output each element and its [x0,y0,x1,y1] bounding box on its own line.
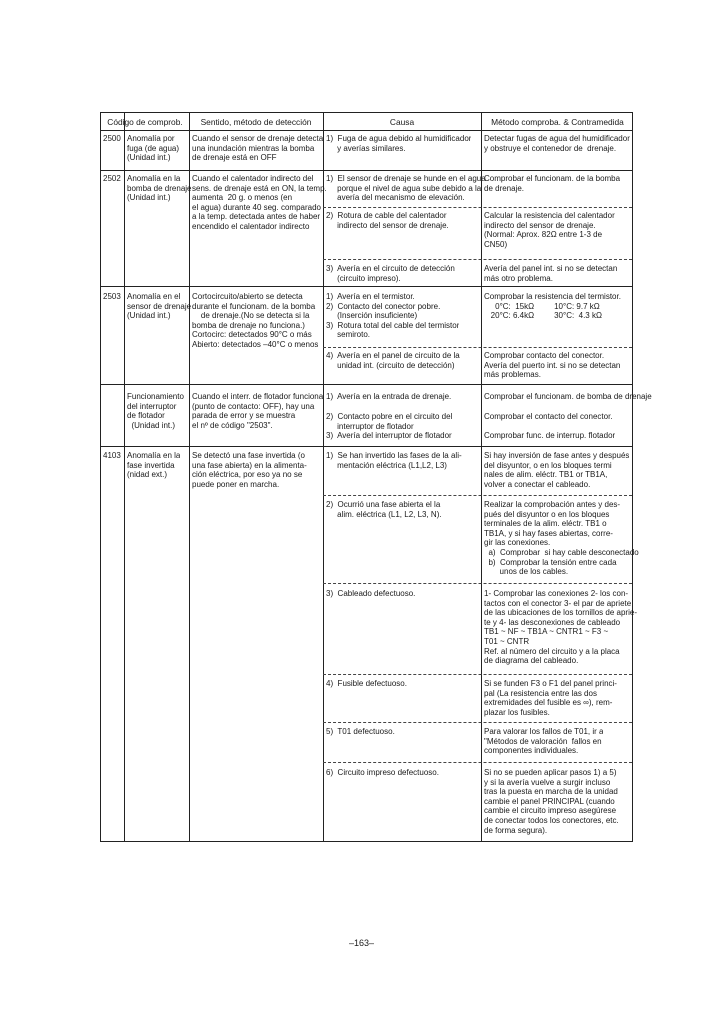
remedy-text: Si se funden F3 o F1 del panel princi- pal (La resistencia entre las dos extremidades del fusible es ∞), rem- plazar los fusibles. [484,679,617,717]
error-name: Anomalía por fuga (de agua) (Unidad int.) [127,134,180,163]
cause-text: 3) Cableado defectuoso. [326,589,416,598]
cause-text: 4) Avería en el panel de circuito de la unidad int. (circuito de detección) [326,351,460,370]
error-code: 2503 [103,292,121,301]
cause-text: 1) Avería en el termistor. 2) Contacto del conector pobre. (Inserción insuficiente) 3) Rotura total del cable del termistor semiroto. [326,292,460,340]
page-number: –163– [348,938,375,948]
remedy-text: Comprobar contacto del conector. Avería del puerto int. si no se detectan más problemas. [484,351,621,380]
remedy-text: Si no se pueden aplicar pasos 1) a 5) y si la avería vuelve a surgir incluso tras la puesta en marcha de la unidad cambie el panel PRINCIPAL (cuando cambie el circuito impreso asegúrese de conectar todos los conectores, etc. de forma segura). [484,768,619,835]
header-code: Código de comprob. [107,117,183,127]
remedy-text: Comprobar el funcionam. de la bomba de drenaje. [484,174,621,193]
remedy-text: Comprobar el funcionam. de bomba de drenaje [484,392,652,401]
column-divider [189,113,190,841]
cause-text: 1) Avería en la entrada de drenaje. [326,392,452,401]
cause-divider [323,722,632,723]
diagnostic-table [100,112,652,842]
error-name: Funcionamiento del interruptor de flotador (Unidad int.) [127,392,184,430]
error-code: 2500 [103,134,121,143]
column-divider [124,113,125,841]
cause-divider [323,762,632,763]
cause-text: 1) Se han invertido las fases de la ali- mentación eléctrica (L1,L2, L3) [326,451,462,470]
row-divider [101,384,632,385]
remedy-text: Para valorar los fallos de T01, ir a "Métodos de valoración fallos en componentes individuales. [484,727,604,756]
remedy-text: 1- Comprobar las conexiones 2- los con- tactos con el conector 3- el par de apriete de las ubicaciones de los tornillos de aprie- te y 4- las desconexiones de cableado TB1 ~ NF ~ TB1A ~ CNTR1 ~ F3 ~ T01 ~ CNTR Ref. al número del circuito y a la placa de diagrama del cableado. [484,589,637,666]
remedy-text: Realizar la comprobación antes y des- pués del disyuntor o en los bloques terminales de la alim. eléctr. TB1 o TB1A, y si hay fases abiertas, corre- gir las conexiones. a) Comprobar si hay cable desconectado b) Comprobar la tensión entre cada unos de los cables. [484,500,639,577]
row-divider [101,170,632,171]
error-name: Anomalía en la bomba de drenaje (Unidad int.) [127,174,192,203]
row-divider [101,286,632,287]
cause-text: 2) Contacto pobre en el circuito del interruptor de flotador 3) Avería del interruptor de flotador [326,412,453,441]
detection-text: Cuando el sensor de drenaje detecta una inundación mientras la bomba de drenaje está en OFF [192,134,324,163]
cause-text: 6) Circuito impreso defectuoso. [326,768,439,777]
remedy-text: Avería del panel int. si no se detectan más otro problema. [484,264,618,283]
cause-divider [323,583,632,584]
detection-text: Se detectó una fase invertida (o una fase abierta) en la alimenta- ción eléctrica, por eso ya no se puede poner en marcha. [192,451,307,489]
column-divider [481,113,482,841]
header-remedy: Método comproba. & Contramedida [491,117,624,127]
cause-text: 5) T01 defectuoso. [326,727,395,736]
error-code: 2502 [103,174,121,183]
remedy-text: Detectar fugas de agua del humidificador y obstruye el contenedor de drenaje. [484,134,630,153]
cause-divider [323,495,632,496]
header-cause: Causa [389,117,415,127]
error-name: Anomalía en la fase invertida (nidad ext.) [127,451,181,480]
error-code: 4103 [103,451,121,460]
cause-text: 2) Ocurrió una fase abierta el la alim. eléctrica (L1, L2, L3, N). [326,500,442,519]
remedy-text: Comprobar la resistencia del termistor. 0°C: 15kΩ 10°C: 9.7 kΩ 20°C: 6.4kΩ 30°C: 4.3 kΩ [484,292,621,321]
detection-text: Cuando el calentador indirecto del sens. de drenaje está en ON, la temp. aumenta 20 g. o menos (en el agua) durante 40 seg. comparado a la temp. detectada antes de haber encendido el calentador indirecto [192,174,327,231]
row-divider [101,446,632,447]
cause-text: 4) Fusible defectuoso. [326,679,407,688]
row-divider [101,130,632,131]
cause-text: 2) Rotura de cable del calentador indirecto del sensor de drenaje. [326,211,449,230]
cause-text: 1) Fuga de agua debido al humidificador y averías similares. [326,134,472,153]
header-detection: Sentido, método de detección [200,117,312,127]
cause-divider [323,259,632,260]
cause-divider [323,207,632,208]
remedy-text: Si hay inversión de fase antes y después del disyuntor, o en los bloques termi nales de alim. eléctr. TB1 or TB1A, volver a conectar el cableado. [484,451,630,489]
error-name: Anomalía en el sensor de drenaje (Unidad int.) [127,292,192,321]
cause-divider [323,347,632,348]
remedy-text: Calcular la resistencia del calentador indirecto del sensor de drenaje. (Normal: Aprox. 82Ω entre 1-3 de CN50) [484,211,615,249]
cause-text: 1) El sensor de drenaje se hunde en el agua porque el nivel de agua sube debido a la avería del mecanismo de elevación. [326,174,486,203]
detection-text: Cortocircuito/abierto se detecta durante el funcionam. de la bomba de drenaje.(No se detecta si la bomba de drenaje no funciona.) Cortocirc: detectados 90°C o más Abierto: detectados –40°C o menos [192,292,319,349]
remedy-text: Comprobar el contacto del conector. Comprobar func. de interrup. flotador [484,412,616,441]
cause-divider [323,674,632,675]
cause-text: 3) Avería en el circuito de detección (circuito impreso). [326,264,455,283]
detection-text: Cuando el interr. de flotador funciona (punto de contacto: OFF), hay una parada de error y se muestra el nº de código "2503". [192,392,324,430]
